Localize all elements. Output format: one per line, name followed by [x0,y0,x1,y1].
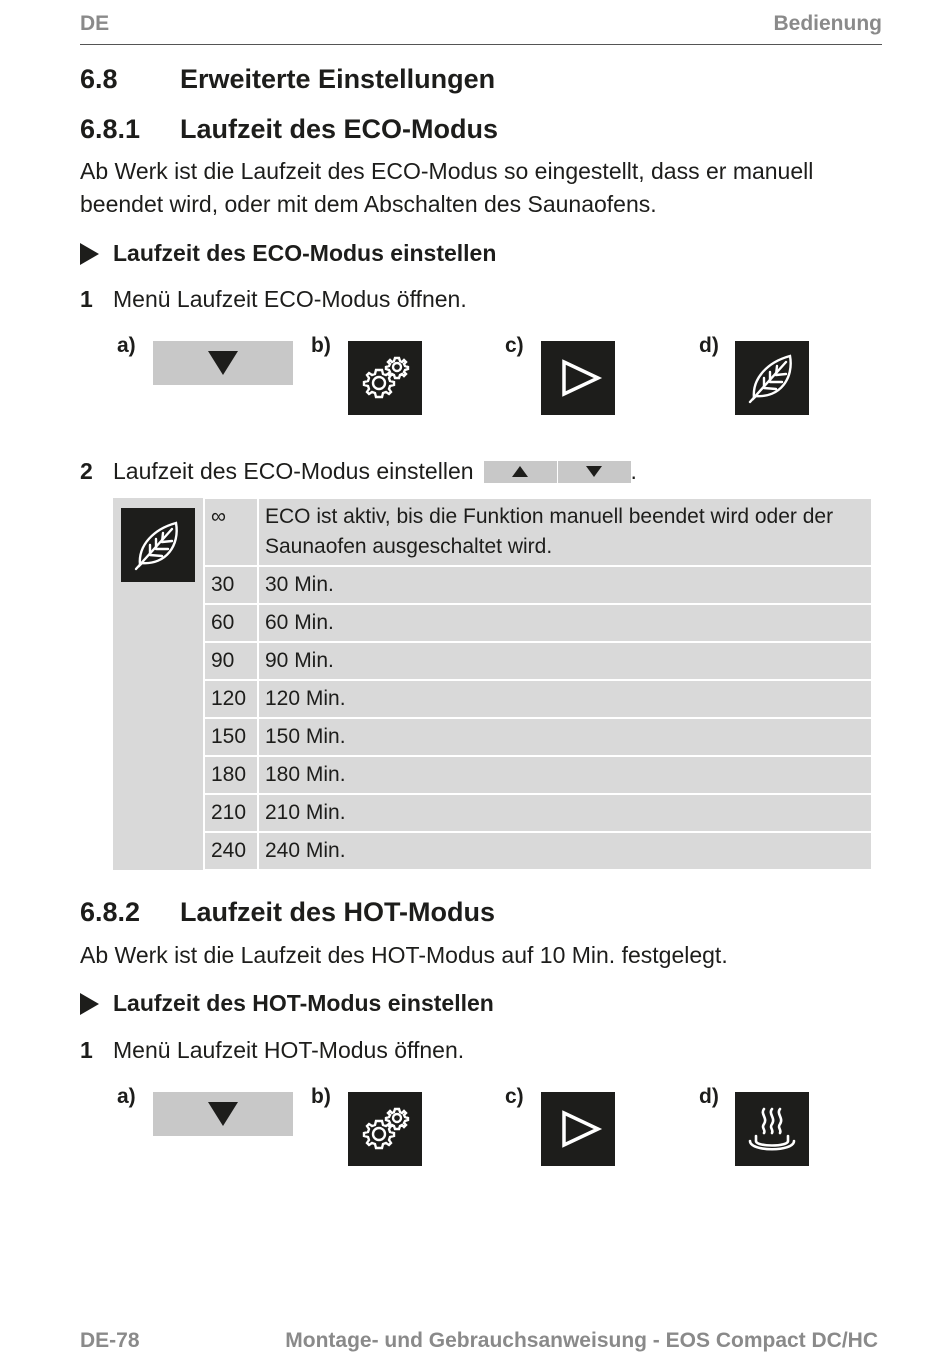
runtime-value: 30 [204,566,258,604]
icon-label-d: d) [699,1085,719,1108]
runtime-description: 150 Min. [258,718,872,756]
arrow-down-button[interactable] [153,341,293,385]
runtime-value: 180 [204,756,258,794]
section-heading [80,64,495,95]
subsection-title: Laufzeit des ECO-Modus [180,114,499,144]
step-number: 2 [80,458,93,484]
eco-procedure-heading [80,240,496,267]
section-number: 6.8 [80,64,118,94]
footer-document-title: Montage- und Gebrauchsanweisung - EOS Compact DC/HC [285,1329,878,1352]
eco-intro-text: Ab Werk ist die Laufzeit des ECO-Modus so eingestellt, dass er manuell beendet wird, oder mit dem Abschalten des Saunaofens. [80,158,814,217]
header-left: DE [80,12,110,35]
runtime-description: 60 Min. [258,604,872,642]
icon-label-c: c) [505,1085,524,1108]
hot-intro-text: Ab Werk ist die Laufzeit des HOT-Modus auf 10 Min. festgelegt. [80,942,728,968]
eco-leaf-icon[interactable] [735,341,809,415]
icon-label-c: c) [505,334,524,357]
table-row [113,756,872,794]
runtime-value: ∞ [204,498,258,566]
subsection-heading-eco [80,114,498,145]
table-row [113,498,872,566]
arrow-down-icon [586,466,602,477]
table-row [113,832,872,870]
eco-leaf-icon [121,508,195,582]
section-title: Erweiterte Einstellungen [180,64,496,94]
runtime-value: 240 [204,832,258,870]
table-row [113,604,872,642]
subsection-title: Laufzeit des HOT-Modus [180,897,496,927]
runtime-value: 150 [204,718,258,756]
icon-label-b: b) [311,1085,331,1108]
runtime-description: 30 Min. [258,566,872,604]
eco-step-1 [80,286,467,313]
up-down-buttons [484,461,631,483]
step-end: . [630,458,637,484]
eco-step-2 [80,458,637,485]
settings-gears-icon[interactable] [348,1092,422,1166]
step-number: 1 [80,1037,93,1063]
subsection-number: 6.8.2 [80,897,141,927]
runtime-description: 240 Min. [258,832,872,870]
hot-step-1 [80,1037,464,1064]
runtime-description: 120 Min. [258,680,872,718]
runtime-description: 210 Min. [258,794,872,832]
arrow-down-button[interactable] [153,1092,293,1136]
icon-label-a: a) [117,334,136,357]
play-triangle-icon[interactable] [541,1092,615,1166]
table-row [113,642,872,680]
arrow-up-button[interactable] [484,461,557,483]
arrow-down-icon [208,1102,238,1126]
eco-runtime-table [113,497,873,871]
runtime-value: 120 [204,680,258,718]
hot-steam-icon[interactable] [735,1092,809,1166]
procedure-arrow-icon [80,243,99,265]
step-text: Menü Laufzeit HOT-Modus öffnen. [113,1037,465,1063]
arrow-down-icon [208,351,238,375]
icon-label-d: d) [699,334,719,357]
runtime-description: ECO ist aktiv, bis die Funktion manuell beendet wird oder der Saunaofen ausgeschaltet wird. [258,498,872,566]
procedure-title: Laufzeit des HOT-Modus einstellen [113,990,494,1016]
arrow-down-button[interactable] [558,461,631,483]
header-right: Bedienung [773,12,882,35]
icon-label-b: b) [311,334,331,357]
runtime-description: 90 Min. [258,642,872,680]
table-row [113,680,872,718]
icon-label-a: a) [117,1085,136,1108]
table-row [113,718,872,756]
table-row [113,794,872,832]
step-number: 1 [80,286,93,312]
runtime-value: 60 [204,604,258,642]
procedure-title: Laufzeit des ECO-Modus einstellen [113,240,497,266]
play-triangle-icon[interactable] [541,341,615,415]
subsection-heading-hot [80,897,495,928]
subsection-number: 6.8.1 [80,114,141,144]
runtime-value: 90 [204,642,258,680]
settings-gears-icon[interactable] [348,341,422,415]
runtime-value: 210 [204,794,258,832]
arrow-up-icon [512,466,528,477]
header-divider [80,44,882,45]
footer-page-number: DE-78 [80,1329,140,1352]
table-row [113,566,872,604]
runtime-description: 180 Min. [258,756,872,794]
procedure-arrow-icon [80,993,99,1015]
step-text: Menü Laufzeit ECO-Modus öffnen. [113,286,467,312]
hot-procedure-heading [80,990,494,1017]
step-text: Laufzeit des ECO-Modus einstellen [113,458,474,484]
table-icon-cell [113,498,204,870]
